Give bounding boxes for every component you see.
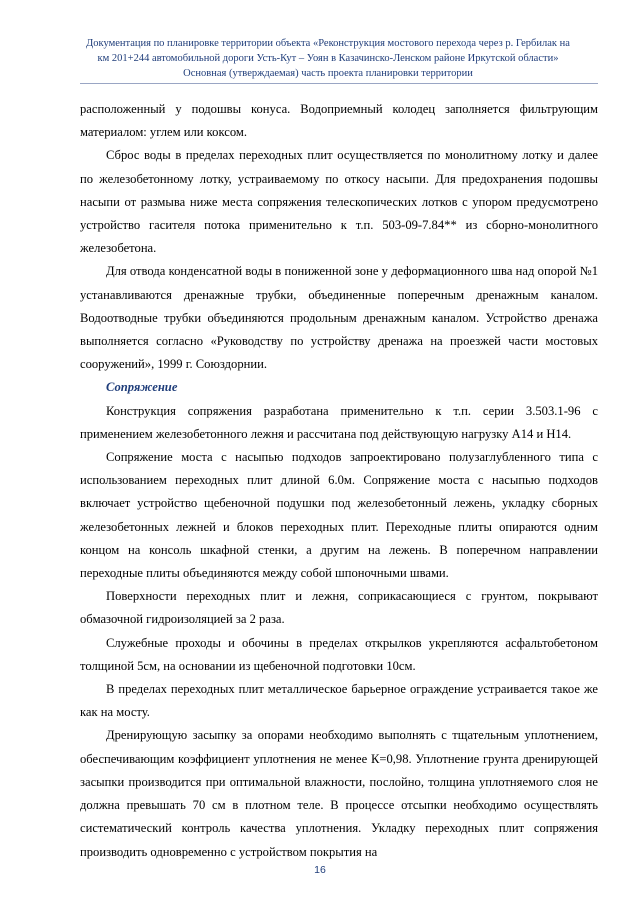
page-number: 16 <box>314 864 326 876</box>
paragraph-8: В пределах переходных плит металлическое барьерное ограждение устраивается такое же как на мосту. <box>80 682 598 720</box>
paragraph-9: Дренирующую засыпку за опорами необходимо выполнять с тщательным уплотнением, обеспечивающим коэффициент уплотнения не менее К=0,98. Уплотнение грунта дренирующей засыпки производится при оптимальной влажности, послойно, толщина уплотняемого слоя не должна превышать 70 см в плотном теле. В процессе отсыпки необходимо осуществлять систематический контроль качества уплотнения. Укладку переходных плит сопряжения производить одновременно с устройством покрытия на <box>80 728 598 859</box>
section-heading: Сопряжение <box>106 380 178 395</box>
paragraph-7: Служебные проходы и обочины в пределах открылков укрепляются асфальтобетоном толщиной 5см, на основании из щебеночной подготовки 10см. <box>80 635 598 673</box>
paragraph-4: Конструкция сопряжения разработана применительно к т.п. серии 3.503.1-96 с применением железобетонного лежня и рассчитана под действующую нагрузку А14 и Н14. <box>80 403 598 441</box>
document-body <box>80 98 598 864</box>
paragraph-3: Для отвода конденсатной воды в пониженной зоне у деформационного шва над опорой №1 устанавливаются дренажные трубки, объединенные поперечным дренажным каналом. Водоотводные трубки объединяются продольным дренажным каналом. Устройство дренажа выполняется согласно «Руководству по устройству дренажа на проезжей части мостовых сооружений», 1999 г. Союздорнии. <box>80 264 598 372</box>
paragraph-6: Поверхности переходных плит и лежня, соприкасающиеся с грунтом, покрывают обмазочной гидроизоляцией за 2 раза. <box>80 589 598 627</box>
header-line-1: Документация по планировке территории объекта «Реконструкция мостового перехода через р. Гербилак на <box>86 38 570 49</box>
header-line-2: км 201+244 автомобильной дороги Усть-Кут – Уоян в Казачинско-Ленском районе Иркутской области» <box>97 53 559 64</box>
page-header <box>58 36 598 81</box>
header-divider <box>80 83 598 84</box>
header-line-3: Основная (утверждаемая) часть проекта планировки территории <box>183 68 473 79</box>
paragraph-1: расположенный у подошвы конуса. Водоприемный колодец заполняется фильтрующим материалом: углем или коксом. <box>80 102 598 140</box>
paragraph-2: Сброс воды в пределах переходных плит осуществляется по монолитному лотку и далее по железобетонному лотку, устраиваемому по откосу насыпи. Для предохранения подошвы насыпи от размыва ниже места сопряжения телескопических лотков с упором предусмотрено устройство гасителя потока применительно к т.п. 503-09-7.84** из сборно-монолитного железобетона. <box>80 148 598 256</box>
paragraph-5: Сопряжение моста с насыпью подходов запроектировано полузаглубленного типа с использованием переходных плит длиной 6.0м. Сопряжение моста с насыпью подходов включает устройство щебеночной подушки под железобетонный лежень, укладку сборных железобетонных лежней и блоков переходных плит. Переходные плиты опираются одним концом на консоль шкафной стенки, а другим на лежень. В поперечном направлении переходные плиты объединяются между собой шпоночными швами. <box>80 450 598 581</box>
